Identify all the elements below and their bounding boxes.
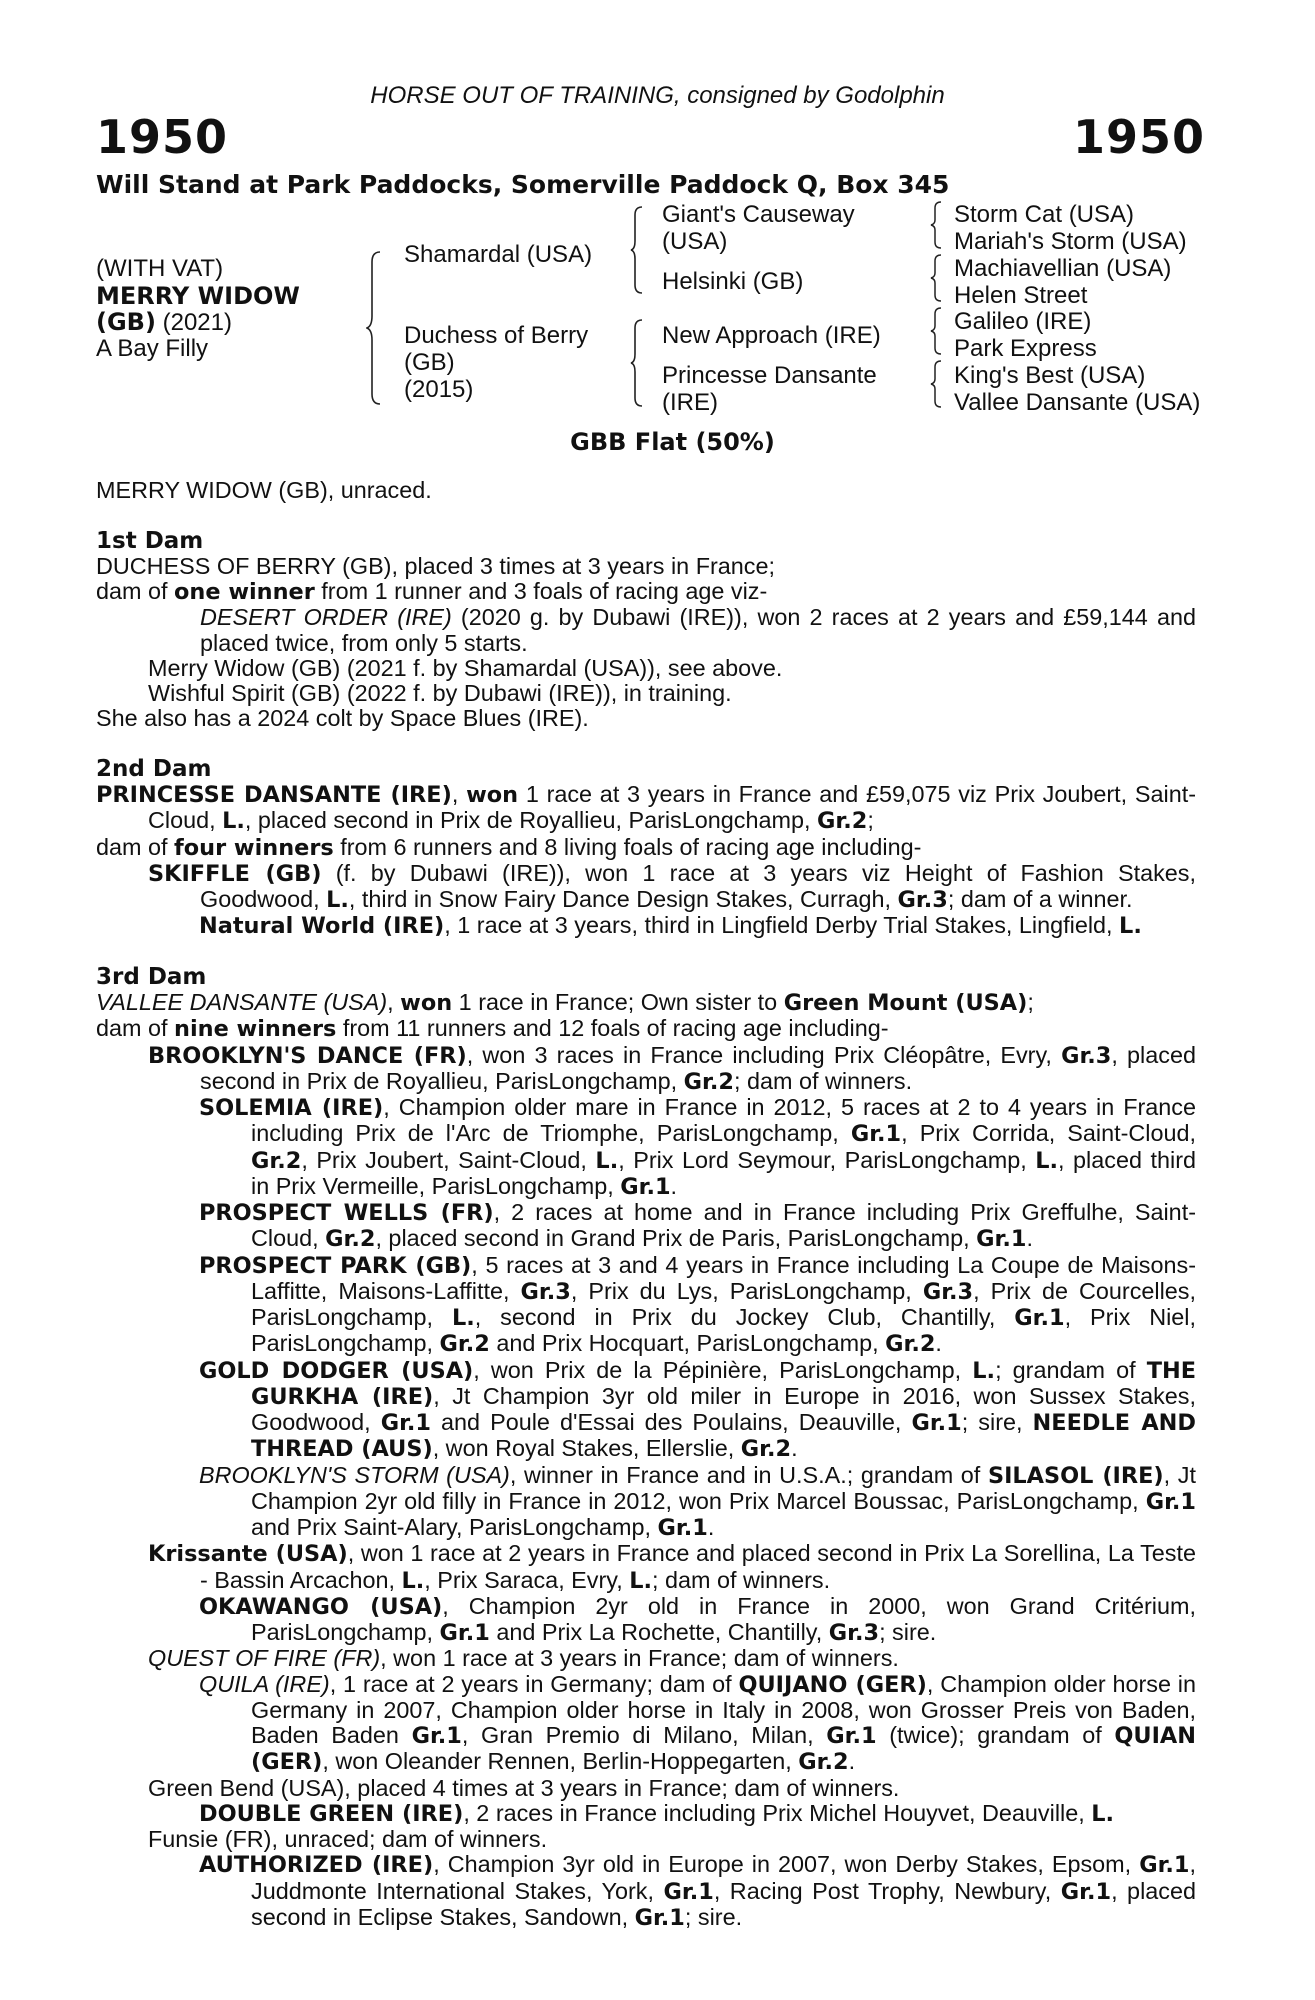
dd-dam: Vallee Dansante (USA) xyxy=(954,389,1201,416)
ss-sire: Storm Cat (USA) xyxy=(954,201,1135,228)
horse-name: MERRY WIDOW xyxy=(96,282,300,310)
section-1st-dam: 1st Dam xyxy=(96,527,204,554)
brace-sd xyxy=(930,253,944,303)
ds-sire: Galileo (IRE) xyxy=(954,308,1092,335)
catalogue-body xyxy=(96,478,1196,1931)
dam-sire: New Approach (IRE) xyxy=(662,322,881,349)
sd-sire: Machiavellian (USA) xyxy=(954,255,1172,282)
dam3-produce-brooklyns-dance: BROOKLYN'S DANCE (FR), won 3 races in France including Prix Cléopâtre, Evry, Gr.3, placed second in Prix de Royallieu, ParisLongchamp, Gr.2; dam of winners. xyxy=(148,1041,1196,1095)
dam1-produce-3: Wishful Spirit (GB) (2022 f. by Dubawi (IRE)), in training. xyxy=(148,680,732,706)
dam2-produce-2: Natural World (IRE), 1 race at 3 years, third in Lingfield Derby Trial Stakes, Lingfield, L. xyxy=(199,912,1142,940)
brace-ss xyxy=(930,200,944,250)
dam1-produce-2: Merry Widow (GB) (2021 f. by Shamardal (USA)), see above. xyxy=(148,654,783,681)
produce-gold-dodger: GOLD DODGER (USA), won Prix de la Pépinière, ParisLongchamp, L.; grandam of THE GURKHA (IRE), Jt Champion 3yr old miler in Europe in 2016, won Sussex Stakes, Goodwood, Gr.1 and Poule d'Essai des Poulains, Deauville, Gr.1; sire, NEEDLE AND THREAD (AUS), won Royal Stakes, Ellerslie, Gr.2. xyxy=(199,1356,1196,1463)
produce-okawango: OKAWANGO (USA), Champion 2yr old in France in 2000, won Grand Critérium, ParisLongchamp, Gr.1 and Prix La Rochette, Chantilly, Gr.3; sire. xyxy=(199,1592,1196,1646)
brace-sire-line xyxy=(630,205,646,295)
dam3-produce-funsie: Funsie (FR), unraced; dam of winners. xyxy=(148,1826,548,1852)
lot-number-left: 1950 xyxy=(96,110,229,164)
dam2-record: PRINCESSE DANSANTE (IRE), won 1 race at 3 years in France and £59,075 viz Prix Joubert, Saint-Cloud, L., placed second in Prix de Royallieu, ParisLongchamp, Gr.2; xyxy=(96,781,1196,835)
dam-name-line3: (2015) xyxy=(404,376,474,403)
horse-country: (GB) xyxy=(96,308,156,336)
dam1-note: She also has a 2024 colt by Space Blues (IRE). xyxy=(96,705,589,732)
dam1-produce-1: DESERT ORDER (IRE) (2020 g. by Dubawi (IRE)), won 2 races at 2 years and £59,144 and placed twice, from only 5 starts. xyxy=(200,604,1196,656)
dam3-produce-green-bend: Green Bend (USA), placed 4 times at 3 years in France; dam of winners. xyxy=(148,1774,900,1801)
dam3-record: VALLEE DANSANTE (USA), won 1 race in France; Own sister to Green Mount (USA); xyxy=(96,989,1034,1016)
gbb-rating: GBB Flat (50%) xyxy=(570,428,775,456)
brace-dam-line xyxy=(630,318,646,408)
dam-name-line2: (GB) xyxy=(404,349,455,376)
dam-name-line1: Duchess of Berry xyxy=(404,322,589,349)
produce-solemia: SOLEMIA (IRE), Champion older mare in France in 2012, 5 races at 2 to 4 years in France including Prix de l'Arc de Triomphe, ParisLongchamp, Gr.1, Prix Corrida, Saint-Cloud, Gr.2, Prix Joubert, Saint-Cloud, L., Prix Lord Seymour, ParisLongchamp, L., placed third in Prix Vermeille, ParisLongchamp, Gr.1. xyxy=(199,1094,1197,1200)
horse-description: A Bay Filly xyxy=(96,335,209,362)
sire-dam: Helsinki (GB) xyxy=(662,268,804,295)
produce-double-green: DOUBLE GREEN (IRE), 2 races in France including Prix Michel Houyvet, Deauville, L. xyxy=(199,1799,1115,1827)
produce-authorized: AUTHORIZED (IRE), Champion 3yr old in Europe in 2007, won Derby Stakes, Epsom, Gr.1, Juddmonte International Stakes, York, Gr.1, Racing Post Trophy, Newbury, Gr.1, placed second in Eclipse Stakes, Sandown, Gr.1; sire. xyxy=(199,1851,1196,1931)
stand-location: Will Stand at Park Paddocks, Somerville Paddock Q, Box 345 xyxy=(96,170,950,199)
dam2-produce-summary: dam of four winners from 6 runners and 8 living foals of racing age including- xyxy=(96,833,922,861)
brace-dd xyxy=(930,359,944,409)
sire-sire-line1: Giant's Causeway xyxy=(662,201,855,228)
brace-generation-1 xyxy=(366,250,386,405)
dam3-produce-quest-of-fire: QUEST OF FIRE (FR), won 1 race at 3 years in France; dam of winners. xyxy=(148,1645,899,1672)
brace-ds xyxy=(930,306,944,356)
unraced-line: MERRY WIDOW (GB), unraced. xyxy=(96,477,432,503)
vat-label: (WITH VAT) xyxy=(96,255,224,282)
horse-origin xyxy=(96,308,232,337)
dam1-produce-summary: dam of one winner from 1 runner and 3 foals of racing age viz- xyxy=(96,578,768,605)
produce-prospect-park: PROSPECT PARK (GB), 5 races at 3 and 4 years in France including La Coupe de Maisons-Laffitte, Maisons-Laffitte, Gr.3, Prix du Lys, ParisLongchamp, Gr.3, Prix de Courcelles, ParisLongchamp, L., second in Prix du Jockey Club, Chantilly, Gr.1, Prix Niel, ParisLongchamp, Gr.2 and Prix Hocquart, ParisLongchamp, Gr.2. xyxy=(199,1251,1197,1358)
consignor-heading: HORSE OUT OF TRAINING, consigned by Godolphin xyxy=(370,82,945,109)
dd-sire: King's Best (USA) xyxy=(954,362,1146,389)
produce-prospect-wells: PROSPECT WELLS (FR), 2 races at home and in France including Prix Greffulhe, Saint-Cloud, Gr.2, placed second in Grand Prix de Paris, ParisLongchamp, Gr.1. xyxy=(199,1199,1196,1253)
dam2-produce-1: SKIFFLE (GB) (f. by Dubawi (IRE)), won 1 race at 3 years viz Height of Fashion Stakes, Goodwood, L., third in Snow Fairy Dance Design Stakes, Curragh, Gr.3; dam of a winner. xyxy=(148,859,1196,913)
ss-dam: Mariah's Storm (USA) xyxy=(954,228,1187,255)
sire-name: Shamardal (USA) xyxy=(404,241,593,268)
section-2nd-dam: 2nd Dam xyxy=(96,755,212,782)
horse-year: (2021) xyxy=(162,309,232,336)
dam3-produce-krissante: Krissante (USA), won 1 race at 2 years in France and placed second in Prix La Sorellina, La Teste - Bassin Arcachon, L., Prix Saraca, Evry, L.; dam of winners. xyxy=(148,1540,1197,1594)
dam3-produce-summary: dam of nine winners from 11 runners and 12 foals of racing age including- xyxy=(96,1015,889,1043)
dam-dam-line2: (IRE) xyxy=(662,389,718,416)
section-3rd-dam: 3rd Dam xyxy=(96,963,207,990)
dam1-record: DUCHESS OF BERRY (GB), placed 3 times at 3 years in France; xyxy=(96,552,775,579)
ds-dam: Park Express xyxy=(954,335,1097,362)
sire-sire-line2: (USA) xyxy=(662,228,728,255)
dam-dam-line1: Princesse Dansante xyxy=(662,362,877,389)
produce-brooklyns-storm: BROOKLYN'S STORM (USA), winner in France and in U.S.A.; grandam of SILASOL (IRE), Jt Champion 2yr old filly in France in 2012, won Prix Marcel Boussac, ParisLongchamp, Gr.1 and Prix Saint-Alary, ParisLongchamp, Gr.1. xyxy=(199,1461,1196,1541)
lot-number-right: 1950 xyxy=(1072,110,1205,164)
sd-dam: Helen Street xyxy=(954,282,1088,309)
produce-quila: QUILA (IRE), 1 race at 2 years in Germany; dam of QUIJANO (GER), Champion older horse in Germany in 2007, Champion older horse in Italy in 2008, won Grosser Preis von Baden, Baden Baden Gr.1, Gran Premio di Milano, Milan, Gr.1 (twice); grandam of QUIAN (GER), won Oleander Rennen, Berlin-Hoppegarten, Gr.2. xyxy=(199,1670,1196,1776)
